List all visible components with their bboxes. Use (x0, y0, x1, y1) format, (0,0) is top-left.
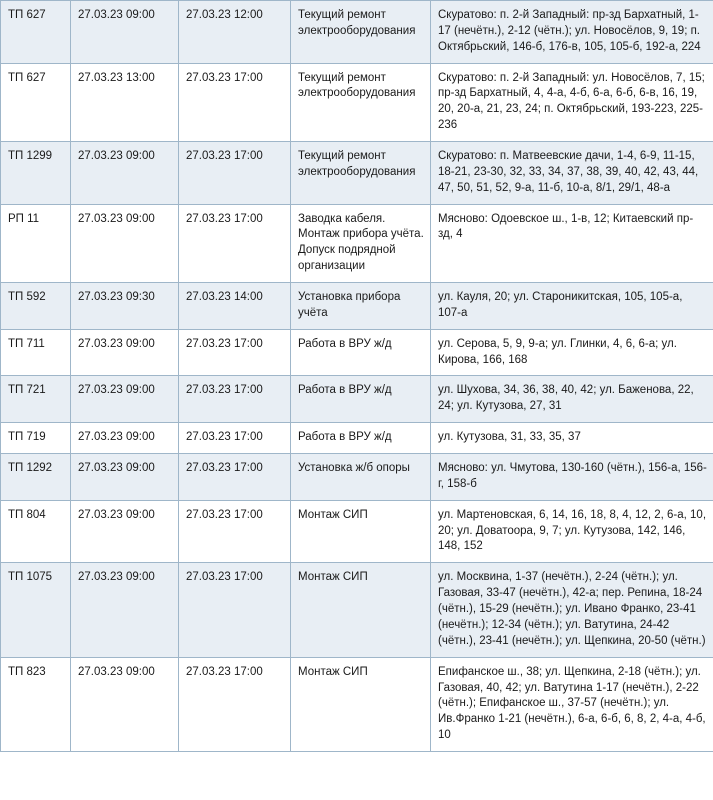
cell-work-type: Текущий ремонт электрооборудования (291, 1, 431, 64)
cell-work-type: Монтаж СИП (291, 500, 431, 563)
cell-addresses: Мясново: ул. Чмутова, 130-160 (чётн.), 156-а, 156-г, 158-б (431, 454, 713, 501)
cell-date-to: 27.03.23 17:00 (179, 376, 291, 423)
cell-date-to: 27.03.23 17:00 (179, 500, 291, 563)
cell-addresses: Скуратово: п. Матвеевские дачи, 1-4, 6-9, 11-15, 18-21, 23-30, 32, 33, 34, 37, 38, 39, 40, 42, 43, 44, 47, 50, 51, 52, 9-а, 11-б, 10-а, 8/1, 29/1, 48-а (431, 142, 713, 205)
cell-work-type: Работа в ВРУ ж/д (291, 329, 431, 376)
cell-date-to: 27.03.23 17:00 (179, 423, 291, 454)
cell-date-to: 27.03.23 12:00 (179, 1, 291, 64)
cell-substation: ТП 592 (1, 283, 71, 330)
cell-work-type: Работа в ВРУ ж/д (291, 376, 431, 423)
table-row (1, 283, 713, 330)
cell-date-from: 27.03.23 09:00 (71, 204, 179, 282)
cell-date-to: 27.03.23 17:00 (179, 657, 291, 751)
cell-date-to: 27.03.23 17:00 (179, 563, 291, 657)
cell-date-from: 27.03.23 09:00 (71, 329, 179, 376)
table-row (1, 423, 713, 454)
cell-date-to: 27.03.23 17:00 (179, 142, 291, 205)
cell-date-to: 27.03.23 17:00 (179, 204, 291, 282)
cell-date-from: 27.03.23 09:00 (71, 500, 179, 563)
cell-substation: ТП 627 (1, 1, 71, 64)
cell-date-from: 27.03.23 09:30 (71, 283, 179, 330)
table-row (1, 500, 713, 563)
cell-addresses: Епифанское ш., 38; ул. Щепкина, 2-18 (чётн.); ул. Газовая, 40, 42; ул. Ватутина 1-17 (нечётн.), 2-22 (чётн.); Епифанское ш., 37-57 (нечётн.); ул. Ив.Франко 1-21 (нечётн.), 6-а, 6-б, 6, 8, 2, 4-а, 4-б, 10 (431, 657, 713, 751)
cell-work-type: Работа в ВРУ ж/д (291, 423, 431, 454)
cell-date-to: 27.03.23 17:00 (179, 454, 291, 501)
cell-work-type: Текущий ремонт электрооборудования (291, 142, 431, 205)
table-row (1, 563, 713, 657)
cell-addresses: ул. Кауля, 20; ул. Староникитская, 105, 105-а, 107-а (431, 283, 713, 330)
cell-addresses: ул. Москвина, 1-37 (нечётн.), 2-24 (чётн.); ул. Газовая, 33-47 (нечётн.), 42-а; пер. Репина, 18-24 (чётн.), 15-29 (нечётн.); ул. Ивано Франко, 23-41 (нечётн.); 12-34 (чётн.); ул. Ватутина, 24-42 (чётн.), 23-41 (нечётн.); ул. Щепкина, 20-50 (чётн.) (431, 563, 713, 657)
table-row (1, 63, 713, 141)
cell-date-to: 27.03.23 14:00 (179, 283, 291, 330)
table-row (1, 454, 713, 501)
cell-work-type: Монтаж СИП (291, 657, 431, 751)
cell-date-from: 27.03.23 09:00 (71, 454, 179, 501)
cell-substation: ТП 1299 (1, 142, 71, 205)
cell-addresses: ул. Шухова, 34, 36, 38, 40, 42; ул. Баженова, 22, 24; ул. Кутузова, 27, 31 (431, 376, 713, 423)
cell-work-type: Монтаж СИП (291, 563, 431, 657)
cell-substation: ТП 627 (1, 63, 71, 141)
cell-addresses: Мясново: Одоевское ш., 1-в, 12; Китаевский пр-зд, 4 (431, 204, 713, 282)
cell-addresses: ул. Мартеновская, 6, 14, 16, 18, 8, 4, 12, 2, 6-а, 10, 20; ул. Доватоора, 9, 7; ул. Кутузова, 142, 146, 148, 152 (431, 500, 713, 563)
table-row (1, 376, 713, 423)
table-row (1, 1, 713, 64)
cell-date-from: 27.03.23 09:00 (71, 142, 179, 205)
cell-substation: ТП 719 (1, 423, 71, 454)
cell-work-type: Текущий ремонт электрооборудования (291, 63, 431, 141)
cell-date-to: 27.03.23 17:00 (179, 63, 291, 141)
cell-substation: РП 11 (1, 204, 71, 282)
cell-work-type: Установка прибора учёта (291, 283, 431, 330)
cell-date-from: 27.03.23 09:00 (71, 376, 179, 423)
table-body (1, 1, 713, 752)
cell-work-type: Установка ж/б опоры (291, 454, 431, 501)
cell-addresses: ул. Кутузова, 31, 33, 35, 37 (431, 423, 713, 454)
cell-substation: ТП 1075 (1, 563, 71, 657)
cell-addresses: Скуратово: п. 2-й Западный: ул. Новосёлов, 7, 15; пр-зд Бархатный, 4, 4-а, 4-б, 6-а, 6-б, 6-в, 16, 19, 20, 20-а, 21, 23, 24; п. Октябрьский, 193-223, 225-236 (431, 63, 713, 141)
cell-date-from: 27.03.23 13:00 (71, 63, 179, 141)
cell-substation: ТП 721 (1, 376, 71, 423)
table-row (1, 204, 713, 282)
cell-date-from: 27.03.23 09:00 (71, 657, 179, 751)
cell-date-from: 27.03.23 09:00 (71, 423, 179, 454)
table-row (1, 329, 713, 376)
cell-substation: ТП 804 (1, 500, 71, 563)
table-row (1, 142, 713, 205)
cell-substation: ТП 1292 (1, 454, 71, 501)
cell-date-to: 27.03.23 17:00 (179, 329, 291, 376)
table-row (1, 657, 713, 751)
cell-addresses: Скуратово: п. 2-й Западный: пр-зд Бархатный, 1-17 (нечётн.), 2-12 (чётн.); ул. Новосёлов, 9, 19; п. Октябрьский, 146-б, 176-в, 105, 105-б, 192-а, 224 (431, 1, 713, 64)
cell-substation: ТП 711 (1, 329, 71, 376)
cell-date-from: 27.03.23 09:00 (71, 563, 179, 657)
cell-date-from: 27.03.23 09:00 (71, 1, 179, 64)
cell-work-type: Заводка кабеля. Монтаж прибора учёта. Допуск подрядной организации (291, 204, 431, 282)
cell-substation: ТП 823 (1, 657, 71, 751)
cell-addresses: ул. Серова, 5, 9, 9-а; ул. Глинки, 4, 6, 6-а; ул. Кирова, 166, 168 (431, 329, 713, 376)
